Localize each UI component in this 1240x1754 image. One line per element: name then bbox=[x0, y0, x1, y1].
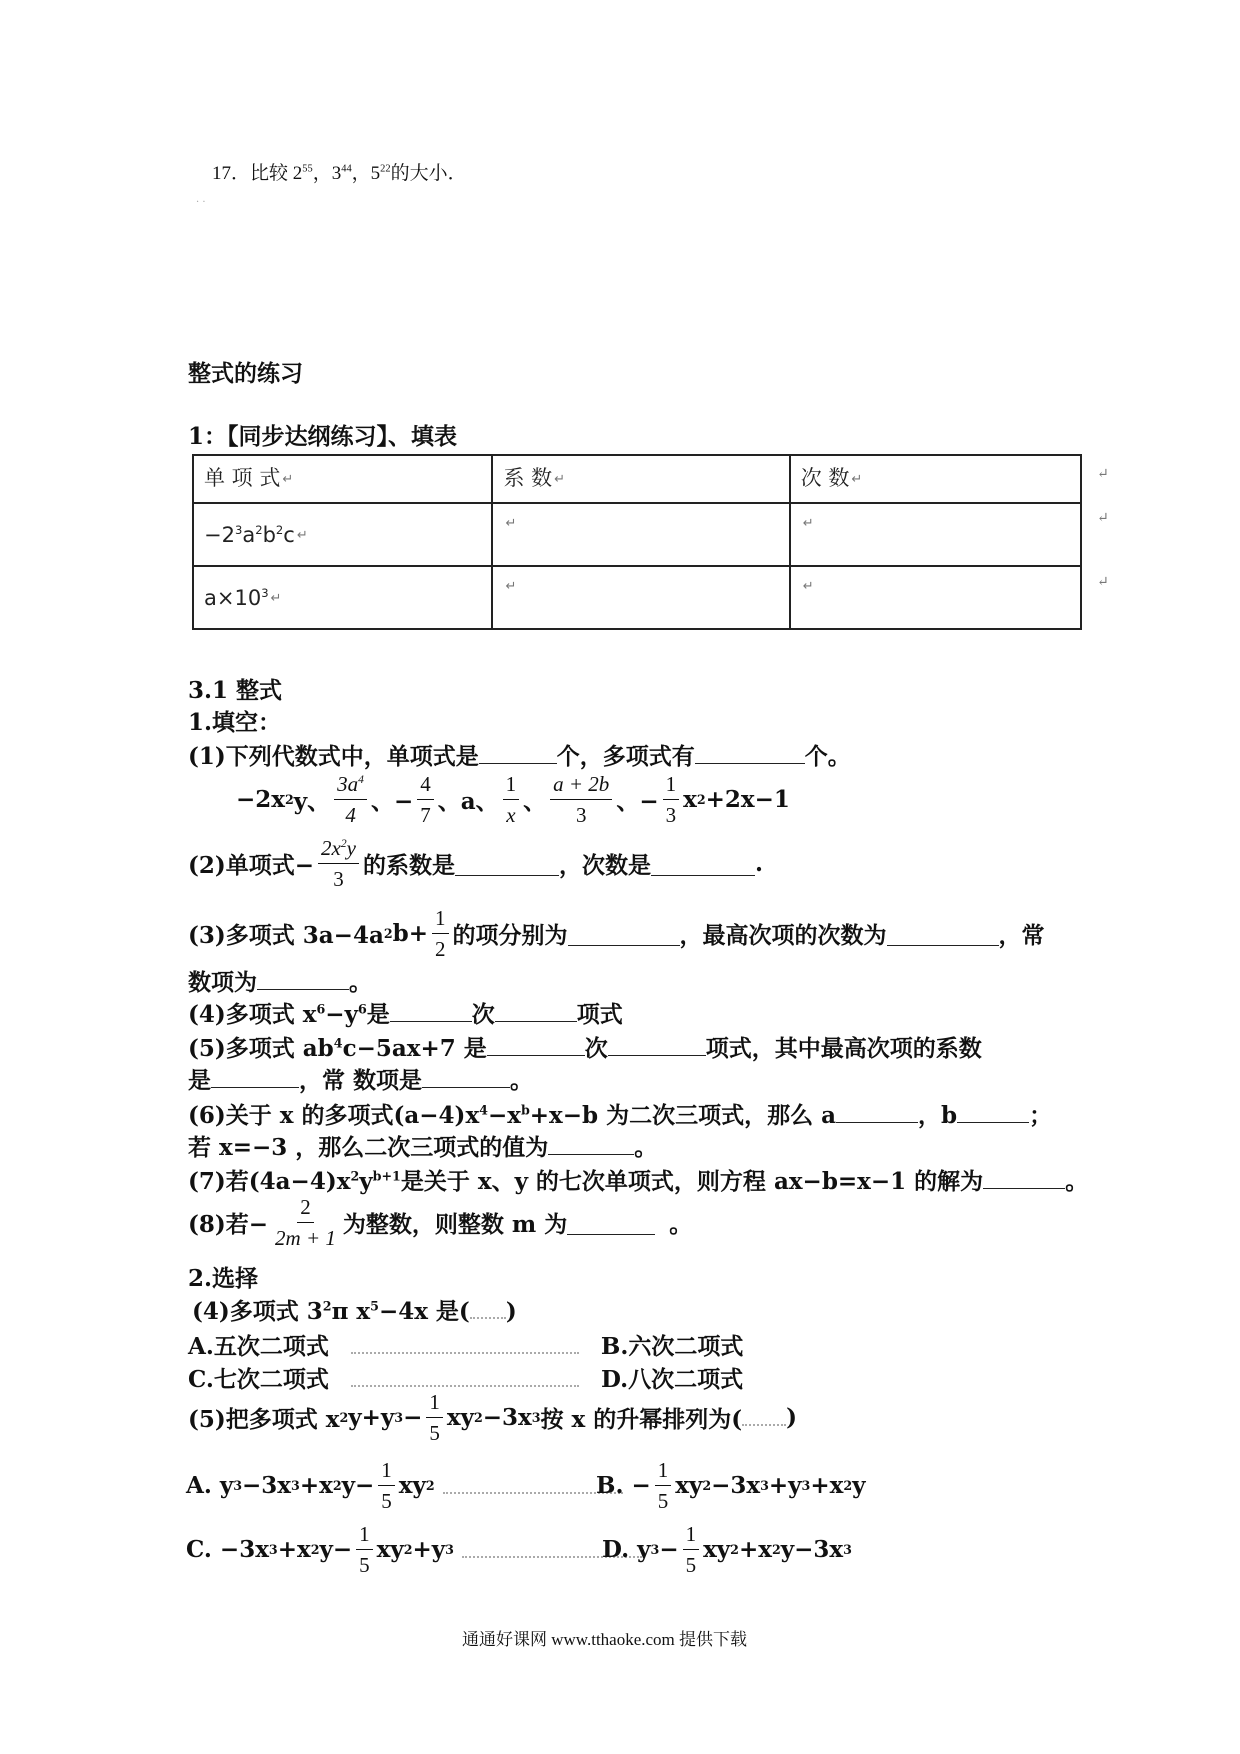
answer-blank[interactable] bbox=[211, 1064, 299, 1088]
answer-blank[interactable] bbox=[422, 1064, 510, 1088]
part2-title: 2.选择 bbox=[188, 1265, 259, 1292]
fraction: $\frac{1}{2}$ bbox=[432, 906, 449, 961]
table-cell-empty[interactable] bbox=[790, 503, 1081, 566]
answer-blank[interactable] bbox=[257, 966, 349, 990]
table-row bbox=[193, 503, 1081, 566]
fraction: $\frac{1}{3}$ bbox=[663, 772, 680, 827]
column-header: 系 数 ↵ bbox=[492, 455, 789, 503]
fraction: $\frac{2}{2m + 1}$ bbox=[275, 1195, 336, 1251]
answer-blank[interactable] bbox=[548, 1131, 634, 1155]
choice-question-5: (5)把多项式 x 2 y+y 3 − $\frac{1}{5}$ xy 2 −3x 3 按 x 的升幂排列为( ) bbox=[188, 1390, 798, 1446]
fraction: $\frac{1}{5}$ bbox=[378, 1458, 395, 1513]
return-mark-icon: ↵ bbox=[802, 578, 814, 594]
column-header: 次 数 ↵ bbox=[790, 455, 1081, 503]
answer-blank[interactable] bbox=[455, 852, 559, 876]
return-mark-icon: ↵ bbox=[1097, 510, 1109, 526]
table-cell-empty[interactable] bbox=[492, 566, 789, 629]
table-cell-monomial: $-2^3a^2b^2c$ ↵ bbox=[193, 503, 492, 566]
subsection-title: 3.1 整式 bbox=[188, 677, 283, 704]
q17-text-3: ，5 bbox=[351, 163, 381, 184]
return-mark-icon: ↵ bbox=[1097, 466, 1109, 482]
part1-title: 1.填空： bbox=[188, 709, 282, 736]
table-cell-empty[interactable] bbox=[492, 503, 789, 566]
table-cell-empty[interactable] bbox=[790, 566, 1081, 629]
fraction: $\frac{4}{7}$ bbox=[417, 772, 434, 827]
answer-blank[interactable] bbox=[983, 1165, 1065, 1189]
fill-table-heading: 1：【同步达纲练习】、填表 bbox=[188, 423, 458, 450]
return-mark-icon: ↵ bbox=[554, 471, 566, 487]
choice-options-row-1 bbox=[188, 1328, 743, 1361]
return-mark-icon: ↵ bbox=[270, 591, 282, 606]
q17-text-2: ，3 bbox=[312, 163, 342, 184]
q17-exp-1: 55 bbox=[302, 163, 313, 175]
problem-4: (4)多项式 $x^6-y^6$是 次 项式 bbox=[188, 996, 623, 1029]
option-d[interactable]: D.八次二项式 bbox=[600, 1366, 744, 1393]
option-b[interactable]: B.六次二项式 bbox=[600, 1333, 744, 1360]
return-mark-icon: ↵ bbox=[505, 515, 517, 531]
option-5a[interactable]: A. y 3 −3x 3 +x 2 y− $\frac{1}{5}$ xy 2 bbox=[186, 1458, 623, 1513]
answer-blank[interactable] bbox=[390, 998, 472, 1022]
problem-7: (7)若$(4a-4)x^2y^{b+1}$是关于 x、y 的七次单项式，则方程 ax−b=x−1 的解为 。 bbox=[188, 1163, 1088, 1196]
problem-1: (1)下列代数式中，单项式是 个，多项式有 个。 bbox=[188, 738, 851, 771]
column-header: 单 项 式 ↵ bbox=[193, 455, 492, 503]
problem-5: (5)多项式 $ab^4c-5ax+7$ 是 次 项式，其中最高次项的系数 bbox=[188, 1030, 982, 1063]
fraction: $\frac{2x^2y}{3}$ bbox=[318, 836, 359, 891]
fraction: $\frac{1}{x}$ bbox=[503, 772, 520, 827]
choice-question-4: (4)多项式 $3^2\pi$ $x^5-4x$ 是( ) bbox=[192, 1298, 517, 1325]
answer-blank[interactable] bbox=[608, 1032, 706, 1056]
problem-6: (6)关于 x 的多项式$(a-4)x^4-x^b+x-b$ 为二次三项式，那么 a ，b ； bbox=[188, 1097, 1052, 1130]
answer-blank[interactable] bbox=[495, 998, 577, 1022]
problem-8: (8)若− $\frac{2}{2m + 1}$ 为整数，则整数 m 为 。 bbox=[188, 1195, 693, 1251]
q17-text-4: 的大小． bbox=[390, 163, 467, 184]
answer-blank[interactable] bbox=[567, 1211, 655, 1235]
page-footer: 通通好课网 www.tthaoke.com 提供下载 bbox=[462, 1630, 748, 1649]
return-mark-icon: ↵ bbox=[296, 528, 308, 543]
option-5d[interactable]: D. y 3 − $\frac{1}{5}$ xy 2 +x 2 y−3x 3 bbox=[602, 1522, 852, 1578]
table-row bbox=[193, 566, 1081, 629]
fraction: $\frac{1}{5}$ bbox=[356, 1522, 373, 1577]
problem-3-line-2: 数项为 。 bbox=[188, 964, 372, 997]
q17-text: 17．比较 2 bbox=[212, 163, 303, 184]
q17-exp-3: 22 bbox=[380, 163, 391, 175]
expression-list: −2x 2 y、 $\frac{3a^4}{4}$ 、− $\frac{4}{7}$ 、a、 $\frac{1}{x}$ 、 $\frac{a + 2b}{3}$ 、− $\frac{1}{3}$ x 2 +2x−1 bbox=[236, 772, 790, 828]
problem-5-line-2: 是 ，常 数项是 。 bbox=[188, 1062, 533, 1095]
option-c[interactable]: C.七次二项式 bbox=[188, 1366, 329, 1393]
return-mark-icon: ↵ bbox=[851, 471, 863, 487]
problem-17 bbox=[212, 158, 467, 185]
section-title: 整式的练习 bbox=[188, 360, 303, 387]
q17-exp-2: 44 bbox=[341, 163, 352, 175]
return-mark-icon: ↵ bbox=[1097, 574, 1109, 590]
problem-6-line-2: 若 x=−3 ，那么二次三项式的值为 。 bbox=[188, 1129, 657, 1162]
answer-blank[interactable] bbox=[695, 740, 805, 764]
option-5c[interactable]: C. −3x 3 +x 2 y− $\frac{1}{5}$ xy 2 +y 3 bbox=[186, 1522, 642, 1577]
return-mark-icon: ↵ bbox=[802, 515, 814, 531]
answer-blank[interactable] bbox=[887, 922, 999, 946]
fraction: $\frac{a + 2b}{3}$ bbox=[550, 772, 612, 827]
stray-mark: · · bbox=[196, 197, 206, 208]
fraction: $\frac{1}{5}$ bbox=[655, 1458, 672, 1513]
answer-blank[interactable] bbox=[479, 740, 557, 764]
answer-blank[interactable] bbox=[487, 1032, 585, 1056]
answer-blank[interactable] bbox=[651, 852, 755, 876]
answer-blank[interactable] bbox=[957, 1099, 1029, 1123]
answer-blank[interactable] bbox=[836, 1099, 918, 1123]
option-5b[interactable]: B. − $\frac{1}{5}$ xy 2 −3x 3 +y 3 +x 2 y bbox=[596, 1458, 866, 1514]
problem-2: (2)单项式− $\frac{2x^2y}{3}$ 的系数是 ，次数是 . bbox=[188, 836, 763, 892]
fill-table bbox=[192, 454, 1082, 630]
return-mark-icon: ↵ bbox=[282, 471, 294, 487]
problem-3: (3)多项式 3a−4a 2 b+ $\frac{1}{2}$ 的项分别为 ，最高次项的次数为 ，常 bbox=[188, 906, 1045, 962]
fraction: $\frac{1}{5}$ bbox=[426, 1390, 443, 1445]
option-a[interactable]: A.五次二项式 bbox=[188, 1333, 329, 1360]
table-header-row bbox=[193, 455, 1081, 503]
fraction: $\frac{3a^4}{4}$ bbox=[334, 772, 367, 827]
table-cell-monomial: $a\times 10^3$ ↵ bbox=[193, 566, 492, 629]
answer-blank[interactable] bbox=[568, 922, 680, 946]
return-mark-icon: ↵ bbox=[505, 578, 517, 594]
fraction: $\frac{1}{5}$ bbox=[683, 1522, 700, 1577]
